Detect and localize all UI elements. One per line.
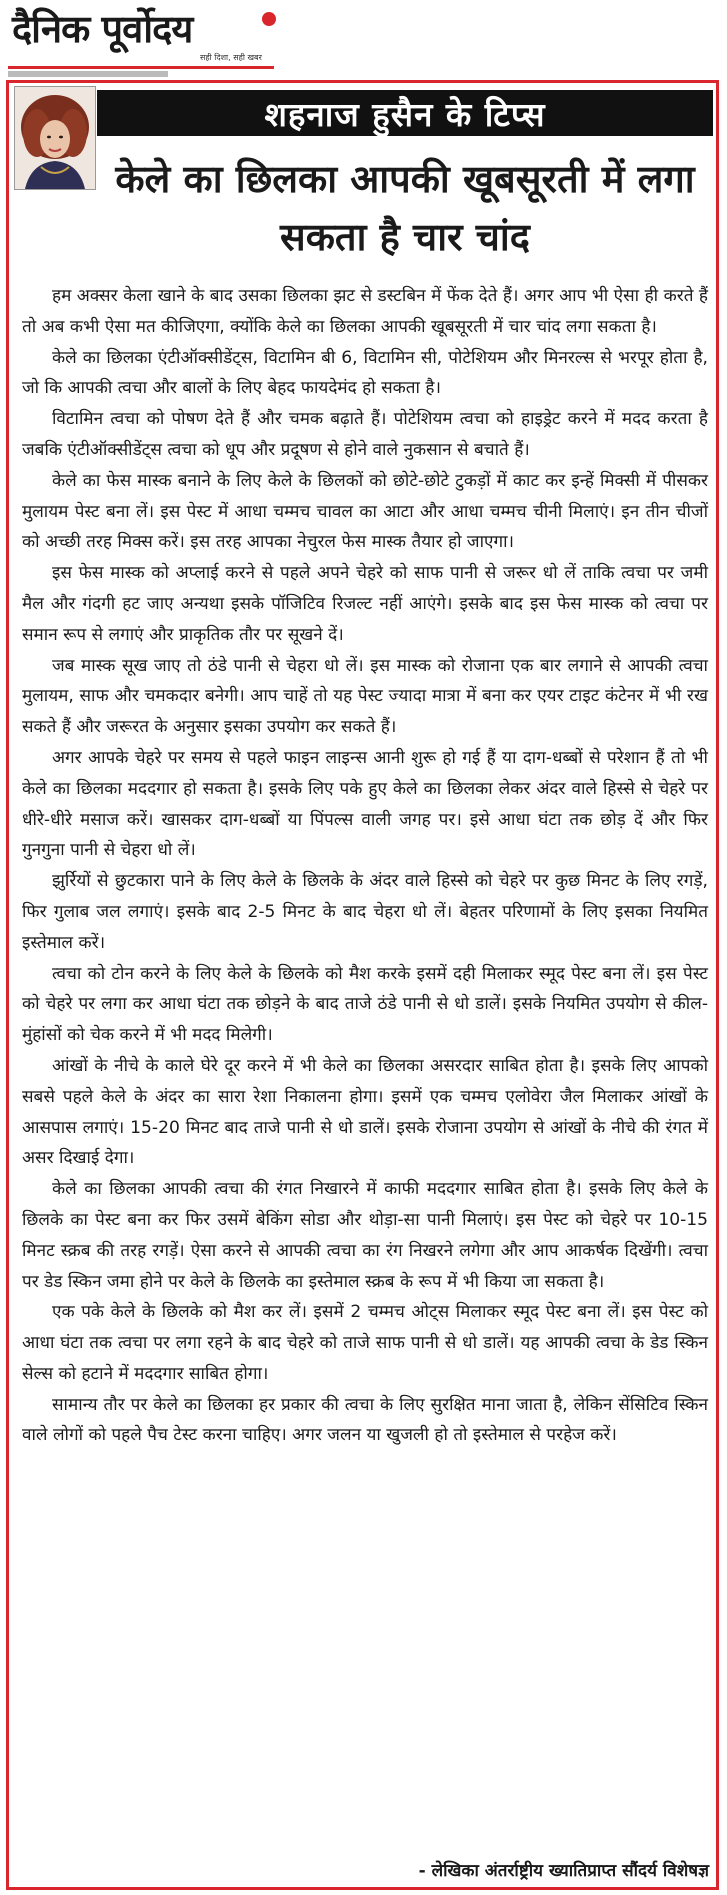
- logo-red-dot-icon: [262, 12, 276, 26]
- column-banner: [97, 90, 713, 136]
- article-body: [22, 281, 708, 1451]
- paragraph: सामान्य तौर पर केले का छिलका हर प्रकार की त्वचा के लिए सुरक्षित माना जाता है, लेकिन सेंसिटिव स्किन वाले लोगों को पहले पैच टेस्ट करना चाहिए। अगर जलन या खुजली हो तो इस्तेमाल से परहेज करें।: [22, 1394, 708, 1446]
- paragraph: केले का छिलका आपकी त्वचा की रंगत निखारने में काफी मददगार साबित होता है। इसके लिए केले के छिलके का पेस्ट बना कर फिर उसमें बेकिंग सोडा और थोड़ा-सा पानी मिलाएं। इस पेस्ट को चेहरे पर 10-15 मिनट स्क्रब की तरह रगड़ें। ऐसा करने से आपकी त्वचा का रंग निखरने लगेगा और आप आकर्षक दिखेंगी। त्वचा पर डेड स्किन जमा होने पर केले के छिलके का इस्तेमाल स्क्रब के रूप में भी किया जा सकता है।: [22, 1179, 708, 1292]
- masthead: [0, 0, 727, 70]
- masthead-strip: [8, 71, 168, 77]
- paragraph: हम अक्सर केला खाने के बाद उसका छिलका झट से डस्टबिन में फेंक देते हैं। अगर आप भी ऐसा ही करते हैं तो अब कभी ऐसा मत कीजिएगा, क्योंकि केले का छिलका आपकी खूबसूरती में चार चांद लगा सकता है।: [22, 286, 708, 337]
- paragraph: त्वचा को टोन करने के लिए केले के छिलके को मैश करके इसमें दही मिलाकर स्मूद पेस्ट बना लें। इस पेस्ट को चेहरे पर लगा कर आधा घंटा तक छोड़ने के बाद ताजे ठंडे पानी से धो डालें। इसके नियमित उपयोग से कील-मुंहांसों को चेक करने में भी मदद मिलेगी।: [22, 963, 708, 1046]
- paragraph: झुर्रियों से छुटकारा पाने के लिए केले के छिलके के अंदर वाले हिस्से को चेहरे पर कुछ मिनट के लिए रगड़ें, फिर गुलाब जल लगाएं। इसके बाद 2-5 मिनट के बाद चेहरा धो लें। बेहतर परिणामों के लिए इसका नियमित इस्तेमाल करें।: [22, 871, 708, 953]
- paragraph: अगर आपके चेहरे पर समय से पहले फाइन लाइन्स आनी शुरू हो गई हैं या दाग-धब्बों से परेशान हैं तो भी केले का छिलका मददगार हो सकता है। इसके लिए पके हुए केले का छिलका लेकर अंदर वाले हिस्से से चेहरे पर धीरे-धीरे मसाज करें। खासकर दाग-धब्बों या पिंपल्स वाली जगह पर। इसे आधा घंटा तक छोड़ दें और फिर गुनगुना पानी से चेहरा धो लें।: [22, 747, 708, 861]
- paragraph: केले का फेस मास्क बनाने के लिए केले के छिलकों को छोटे-छोटे टुकड़ों में काट कर इन्हें मिक्सी में पीसकर मुलायम पेस्ट बना लें। इस पेस्ट में आधा चम्मच चावल का आटा और आधा चम्मच चीनी मिलाएं। इन तीन चीजों को अच्छी तरह मिक्स करें। इस तरह आपका नेचुरल फेस मास्क तैयार हो जाएगा।: [22, 470, 708, 553]
- article-headline: केले का छिलका आपकी खूबसूरती में लगा सकता है चार चांद: [115, 157, 695, 259]
- newspaper-logo: दैनिक पूर्वोदय: [12, 6, 193, 51]
- paragraph: जब मास्क सूख जाए तो ठंडे पानी से चेहरा धो लें। इस मास्क को रोजाना एक बार लगाने से आपकी त्वचा मुलायम, साफ और चमकदार बनेगी। आप चाहें तो यह पेस्ट ज्यादा मात्रा में बना कर एयर टाइट कंटेनर में भी रख सकते हैं और जरूरत के अनुसार इसका उपयोग कर सकते हैं।: [22, 655, 708, 738]
- paragraph: विटामिन त्वचा को पोषण देते हैं और चमक बढ़ाते हैं। पोटेशियम त्वचा को हाइड्रेट करने में मदद करता है जबकि एंटीऑक्सीडेंट्स त्वचा को धूप और प्रदूषण से होने वाले नुकसान से बचाते हैं।: [22, 409, 708, 460]
- paragraph: एक पके केले के छिलके को मैश कर लें। इसमें 2 चम्मच ओट्स मिलाकर स्मूद पेस्ट बना लें। इस पेस्ट को आधा घंटा तक त्वचा पर लगा रहने के बाद चेहरे को ताजे साफ पानी से धो डालें। यह आपकी त्वचा के डेड स्किन सेल्स को हटाने में मददगार साबित होगा।: [22, 1302, 708, 1384]
- paragraph: आंखों के नीचे के काले घेरे दूर करने में भी केले का छिलका असरदार साबित होता है। इसके लिए आपको सबसे पहले केले के अंदर का सारा रेशा निकालना होगा। इसमें एक चम्मच एलोवेरा जैल मिलाकर आंखों के आसपास लगाएं। 15-20 मिनट बाद ताजे पानी से धो डालें। इसके रोजाना उपयोग से आंखों के नीचे की रंगत में असर दिखाई देगा।: [22, 1055, 708, 1169]
- column-title: शहनाज हुसैन के टिप्स: [264, 94, 546, 134]
- paragraph: केले का छिलका एंटीऑक्सीडेंट्स, विटामिन बी 6, विटामिन सी, पोटेशियम और मिनरल्स से भरपूर होता है, जो कि आपकी त्वचा और बालों के लिए बेहद फायदेमंद हो सकता है।: [22, 347, 708, 399]
- newspaper-tagline: सही दिशा, सही खबर: [200, 53, 262, 62]
- paragraph: इस फेस मास्क को अप्लाई करने से पहले अपने चेहरे को साफ पानी से जरूर धो लें ताकि त्वचा पर जमी मैल और गंदगी हट जाए अन्यथा इसके पॉजिटिव रिजल्ट नहीं आएंगे। इसके बाद इस फेस मास्क को त्वचा पर समान रूप से लगाएं और प्राकृतिक तौर पर सूखने दें।: [22, 563, 708, 645]
- masthead-rule: [8, 66, 274, 69]
- author-byline: - लेखिका अंतर्राष्ट्रीय ख्यातिप्राप्त सौंदर्य विशेषज्ञ: [418, 1861, 709, 1881]
- author-portrait-icon: [14, 86, 96, 190]
